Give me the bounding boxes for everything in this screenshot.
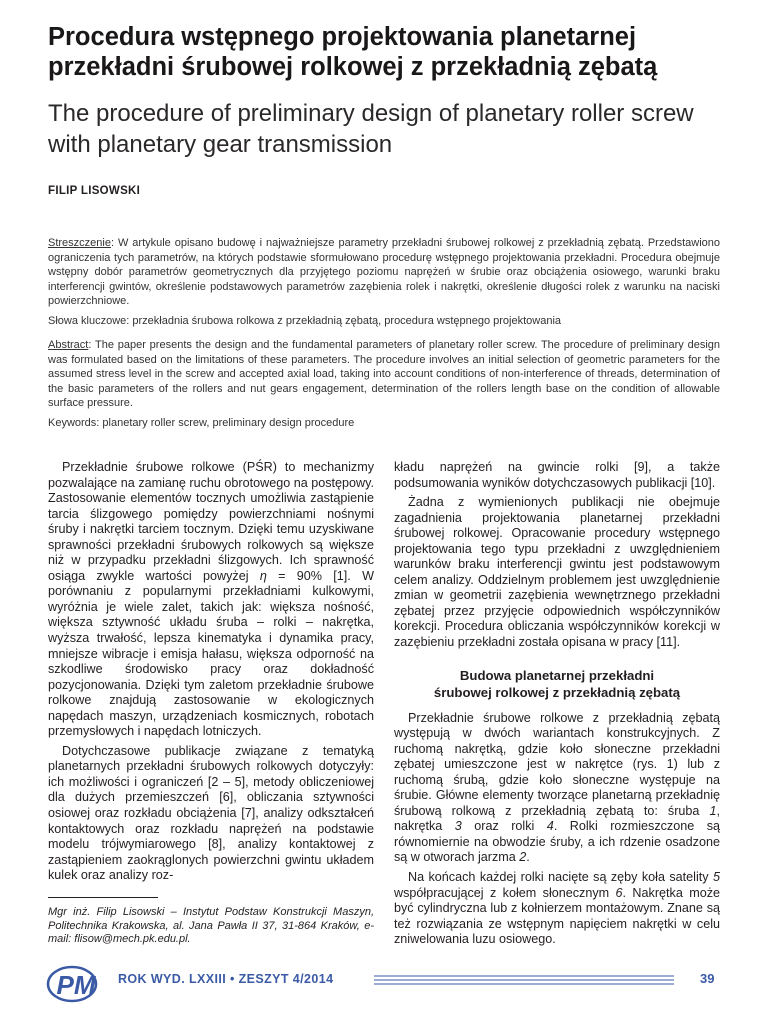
keywords: Keywords: planetary roller screw, preliminary design procedure — [48, 417, 355, 429]
paragraph-text: = 90% [1]. W porównaniu z popularnymi przekładniami kulkowymi, wyróżnia je wiele zalet, takich jak: większa nośność, większa sztywność układu śruba – rolki – nakrętka, wyższa trwałość, lepsza kinematyka i dynamika pracy, mniejsze wibracje i emisja hałasu, większa odporność na szkodliwe środowisko pracy oraz dokładność pozycjonowania. Dzięki tym zaletom przekładnie śrubowe rolkowe znajdują zastosowanie w ekologicznych napędach maszyn, urządzeniach kosmicznych, robotach przemysłowych i napędach lotniczych. — [48, 568, 374, 739]
part-number: 6 — [615, 885, 623, 900]
paragraph-text: , nakrętka — [394, 803, 720, 834]
abstract-text: : The paper presents the design and the fundamental parameters of planetary roller screw. The procedure of preliminary design was formulated based on the limitations of these parameters. The procedure involves an initial selection of geometric parameters for the assumed stress level in the screw and accepted axial load, taking into account conditions of non-interference of threads, determination of the basic parameters of the rollers and nut gears engagement, determination of the rollers length base on the condition of allowable surface pressure. — [48, 339, 720, 410]
section-heading — [394, 667, 720, 701]
paragraph-text: Na końcach każdej rolki nacięte są zęby koła satelity — [408, 870, 713, 885]
paragraph: Żadna z wymienionych publikacji nie obejmuje zagadnienia projektowania planetarnej przekładni śrubowej rolkowej. Opracowanie procedury wstępnego projektowania tego typu przekładni z uwzględnieniem warunków braku interferencji gwintu jest podstawowym celem analizy. Oddzielnym problemem jest uwzględnienie zmian w geometrii zazębienia wewnętrznego przekładni zębatej przez przyjęcie odpowiednich współczynników korekcji. Procedura obliczania współczynników korekcji w zazębieniu przekładni została opisana w pracy [11]. — [394, 495, 720, 650]
right-column — [394, 460, 720, 952]
paragraph-text: . — [526, 850, 530, 865]
section-heading-line: Budowa planetarnej przekładni — [459, 667, 655, 683]
footer-rule-lines — [374, 974, 674, 986]
streszczenie-block — [48, 236, 720, 309]
title-polish: Procedura wstępnego projektowania planetarnej przekładni śrubowej rolkowej z przekładnią zębatą — [48, 23, 658, 81]
part-number: 5 — [712, 870, 720, 885]
paragraph-text: . Rolki rozmieszczone są równomiernie na obwodzie śruby, a ich rdzenie osadzone są w otworach jarzma — [394, 819, 720, 865]
title-english: The procedure of preliminary design of planetary roller screw with planetary gear transmission — [48, 100, 694, 158]
section-heading-line: śrubowej rolkowej z przekładnią zębatą — [433, 684, 681, 700]
paragraph-text: Przekładnie śrubowe rolkowe (PŚR) to mechanizmy pozwalające na zamianę ruchu obrotowego na postępowy. Zastosowanie elementów tocznych umożliwia zastąpienie tarcia ślizgowego pomiędzy powierzchniami nośnymi śruby i nakrętki tarciem tocznym. Dzięki temu uzyskiwane sprawności przekładni śrubowych rolkowych są większe niż w przypadku przekładni ślizgowych. Ich sprawność osiąga zwykle wartości powyżej — [48, 460, 375, 583]
abstract-block — [48, 338, 720, 411]
part-number: 3 — [454, 819, 462, 834]
paragraph — [48, 460, 374, 740]
left-column — [48, 460, 374, 888]
eta-symbol: η — [259, 568, 267, 583]
paragraph: Dotychczasowe publikacje związane z tematyką planetarnych przekładni śrubowych rolkowych dotyczyły: ich możliwości i ograniczeń [2 – 5], metody obliczeniowej dla dużych przemieszczeń [6], obliczania sztywności osiowej oraz rozkładu obciążenia [7], analizy odkształceń kontaktowych oraz rozkładu naprężeń na podstawie modelu trójwymiarowego [8], analizy kontaktowej z zastąpieniem zaokrąglonych powierzchni gwintu układem kulek oraz analizy roz- — [48, 743, 374, 883]
part-number: 1 — [709, 803, 717, 818]
part-number: 2 — [519, 850, 527, 865]
paragraph-text: Przekładnie śrubowe rolkowe z przekładnią zębatą występują w dwóch wariantach konstrukcyjnych. Z ruchomą nakrętką, gdzie koło słoneczne przekładni zębatej umieszczone jest w nakrętce (rys. 1) lub z ruchomą śrubą, gdzie koło słoneczne występuje na śrubie. Główne elementy tworzące planetarną przekładnię śrubową rolkową z przekładnią zębatą to: śruba — [394, 710, 720, 818]
part-number: 4 — [546, 819, 554, 834]
journal-logo-icon — [46, 962, 104, 1004]
page-number: 39 — [700, 971, 715, 986]
paragraph-text: oraz rolki — [461, 819, 547, 834]
paragraph: kładu naprężeń na gwincie rolki [9], a także podsumowania wyników dotychczasowych publikacji [10]. — [394, 460, 720, 490]
paragraph-text: współpracującej z kołem słonecznym — [394, 885, 616, 900]
paragraph-text: . Nakrętka może być cylindryczna lub z kołnierzem montażowym. Znane są też rozwiązania ze wstępnym napięciem nakrętki w celu zniwelowania luzu osiowego. — [394, 885, 721, 947]
abstract-label: Abstract — [48, 339, 89, 351]
slowa-kluczowe: Słowa kluczowe: przekładnia śrubowa rolkowa z przekładnią zębatą, procedura wstępnego projektowania — [48, 315, 562, 327]
paragraph — [394, 870, 720, 948]
author-footnote: Mgr inż. Filip Lisowski – Instytut Podstaw Konstrukcji Maszyn, Politechnika Krakowska, al. Jana Pawła II 37, 31-864 Kraków, e-mail: flisow@mech.pk.edu.pl. — [48, 906, 374, 946]
author-name: FILIP LISOWSKI — [48, 185, 141, 197]
footnote-rule — [48, 897, 158, 898]
journal-issue: ROK WYD. LXXIII • ZESZYT 4/2014 — [118, 972, 334, 986]
paragraph — [394, 711, 720, 866]
streszczenie-label: Streszczenie — [48, 237, 111, 249]
logo-letters: PM — [56, 970, 96, 1000]
streszczenie-text: : W artykule opisano budowę i najważniejsze parametry przekładni śrubowej rolkowej z przekładnią zębatą. Przedstawiono ograniczenia tych parametrów, na których podstawie sformułowano procedurę wstępnego projektowania przekładni. Procedura obejmuje wstępny dobór parametrów geometrycznych dla przyjętego poziomu naprężeń w śrubie oraz obciążenia osiowego, warunki braku interferencji gwintów, określenie podstawowych parametrów zazębienia rolek i nakrętki, określenie długości rolek z warunku na naciski powierzchniowe. — [48, 237, 720, 308]
